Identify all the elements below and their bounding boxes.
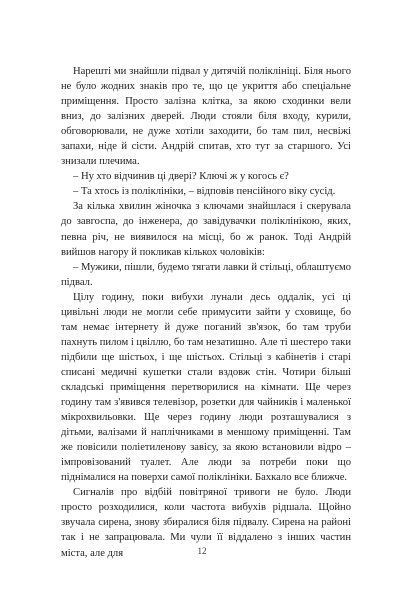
paragraph: За кілька хвилин жіночка з ключами знайшлася і скерувала до завгоспа, до інженера, до завідувачки поліклінікою, яких, певна річ, не виявилося на місці, бо ж ранок. Тоді Андрій вийшов нагору й покликав кількох чоловіків: [61,201,351,258]
paragraph: Нарешті ми знайшли підвал у дитячій поліклініці. Біля нього не було жодних знаків про те, що це укриття або спеціальне приміщення. Просто залізна клітка, за якою сходинки вели вниз, до залізних дверей. Люди стояли біля входу, курили, обговорювали, не дуже хотіли заходити, бо там пил, несвіжі запахи, ніде й сісти. Андрій спитав, хто тут за старшого. Усі знизали плечима. [61,66,351,168]
paragraph: – Ну хто відчинив ці двері? Ключі ж у когось є? [73,171,289,183]
body-text [61,64,351,561]
page-number: 12 [197,546,207,556]
paragraph: – Мужики, пішли, будемо тягати лавки й стільці, облаштуємо підвал. [61,261,351,288]
paragraph: Цілу годину, поки вибухи лунали десь оддалік, усі ці цивільні люди не могли себе примусити зайти у сховище, бо там немає інтернету й дуже поганий зв'язок, бо там труби пахнуть пилом і цвіллю, бо там незатишно. Але ті шестеро таки підбили ще шістьох, і ще шістьох. Стільці з кабінетів і старі списані медичні кушетки стали вздовж стін. Чотири більші складські приміщення перетворилися на кімнати. Ще через годину там з'явився телевізор, розетки для чайників і маленької мікрохвильовки. Ще через годину люди розташувалися з дітьми, валізами й наплічниками в меншому приміщенні. Там же повісили поліетиленову завісу, за якою встановили відро – імпровізований туалет. Але люди за потреби поки що піднімалися на поверхи самої поліклініки. Бахкало все ближче. [61,291,351,484]
paragraph: Сигналів про відбій повітряної тривоги не було. Люди просто розходилися, коли частота вибухів рідшала. Щойно звучала сирена, знову збиралися біля підвалу. Сирена на районі так і не запрацювала. Ми чули її віддалено з інших частин міста, але для [61,487,351,559]
paragraph: – Та хтось із поліклініки, – відповів пенсійного віку сусід. [73,186,336,198]
